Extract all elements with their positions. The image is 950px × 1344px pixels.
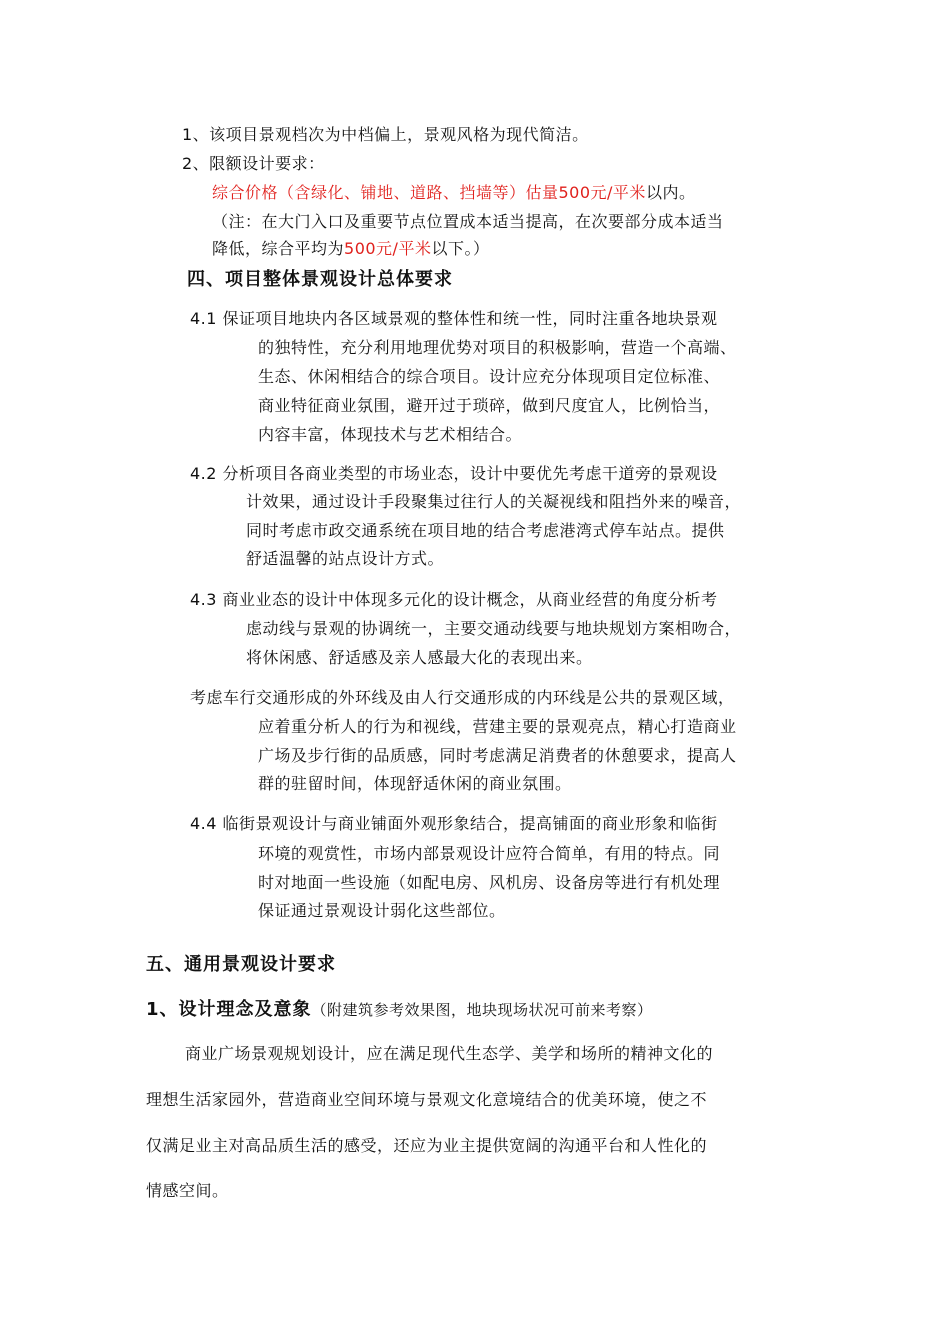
p42-line: 舒适温馨的站点设计方式。 bbox=[246, 549, 445, 568]
section-5-heading: 五、通用景观设计要求 bbox=[146, 954, 336, 975]
body-line: 理想生活家园外，营造商业空间环境与景观文化意境结合的优美环境，使之不 bbox=[146, 1090, 708, 1109]
note-post: 以下。） bbox=[431, 239, 490, 258]
sub-heading-line bbox=[146, 999, 653, 1021]
note-line-2 bbox=[212, 238, 489, 260]
p43-line: 虑动线与景观的协调统一，主要交通动线要与地块规划方案相吻合， bbox=[246, 619, 742, 638]
p44-line: 时对地面一些设施（如配电房、风机房、设备房等进行有机处理 bbox=[258, 873, 721, 892]
item-1: 1、该项目景观档次为中档偏上，景观风格为现代简洁。 bbox=[182, 125, 589, 144]
p43-line: 将休闲感、舒适感及亲人感最大化的表现出来。 bbox=[246, 648, 593, 667]
p41-line: 商业特征商业氛围，避开过于琐碎，做到尺度宜人，比例恰当， bbox=[258, 396, 721, 415]
body-line: 仅满足业主对高品质生活的感受，还应为业主提供宽阔的沟通平台和人性化的 bbox=[146, 1136, 708, 1155]
p44-line: 保证通过景观设计弱化这些部位。 bbox=[258, 901, 506, 920]
section-4-heading: 四、项目整体景观设计总体要求 bbox=[187, 269, 453, 290]
p43b-line: 广场及步行街的品质感，同时考虑满足消费者的休憩要求，提高人 bbox=[258, 746, 737, 765]
p44-line: 环境的观赏性，市场内部景观设计应符合简单，有用的特点。同 bbox=[258, 844, 721, 863]
p42-line: 4.2 分析项目各商业类型的市场业态，设计中要优先考虑干道旁的景观设 bbox=[190, 464, 718, 483]
p41-line: 生态、休闲相结合的综合项目。设计应充分体现项目定位标准、 bbox=[258, 367, 721, 386]
sub-heading: 1、设计理念及意象 bbox=[146, 999, 312, 1020]
p43-line: 4.3 商业业态的设计中体现多元化的设计概念，从商业经营的角度分析考 bbox=[190, 590, 718, 609]
p41-line: 4.1 保证项目地块内各区域景观的整体性和统一性，同时注重各地块景观 bbox=[190, 309, 718, 328]
p43b-line: 应着重分析人的行为和视线，营建主要的景观亮点，精心打造商业 bbox=[258, 717, 737, 736]
sub-heading-note: （附建筑参考效果图，地块现场状况可前来考察） bbox=[311, 1001, 653, 1019]
p44-line: 4.4 临街景观设计与商业铺面外观形象结合，提高铺面的商业形象和临街 bbox=[190, 814, 718, 833]
p42-line: 同时考虑市政交通系统在项目地的结合考虑港湾式停车站点。提供 bbox=[246, 521, 725, 540]
note-red: 500元/平米 bbox=[344, 239, 432, 258]
p43b-line: 群的驻留时间，体现舒适休闲的商业氛围。 bbox=[258, 774, 572, 793]
p41-line: 内容丰富，体现技术与艺术相结合。 bbox=[258, 425, 523, 444]
price-red: 综合价格（含绿化、铺地、道路、挡墙等）估量500元/平米 bbox=[212, 183, 646, 202]
note-pre: 降低，综合平均为 bbox=[212, 239, 345, 258]
body-line: 商业广场景观规划设计，应在满足现代生态学、美学和场所的精神文化的 bbox=[185, 1044, 714, 1063]
price-line bbox=[212, 182, 695, 204]
p42-line: 计效果，通过设计手段聚集过往行人的关凝视线和阻挡外来的噪音， bbox=[246, 492, 742, 511]
body-line: 情感空间。 bbox=[146, 1181, 229, 1200]
price-tail: 以内。 bbox=[645, 183, 696, 202]
note-line-1: （注：在大门入口及重要节点位置成本适当提高，在次要部分成本适当 bbox=[212, 212, 724, 231]
p41-line: 的独特性，充分利用地理优势对项目的积极影响，营造一个高端、 bbox=[258, 338, 737, 357]
item-2: 2、限额设计要求： bbox=[182, 154, 325, 173]
p43b-line: 考虑车行交通形成的外环线及由人行交通形成的内环线是公共的景观区域， bbox=[190, 688, 735, 707]
